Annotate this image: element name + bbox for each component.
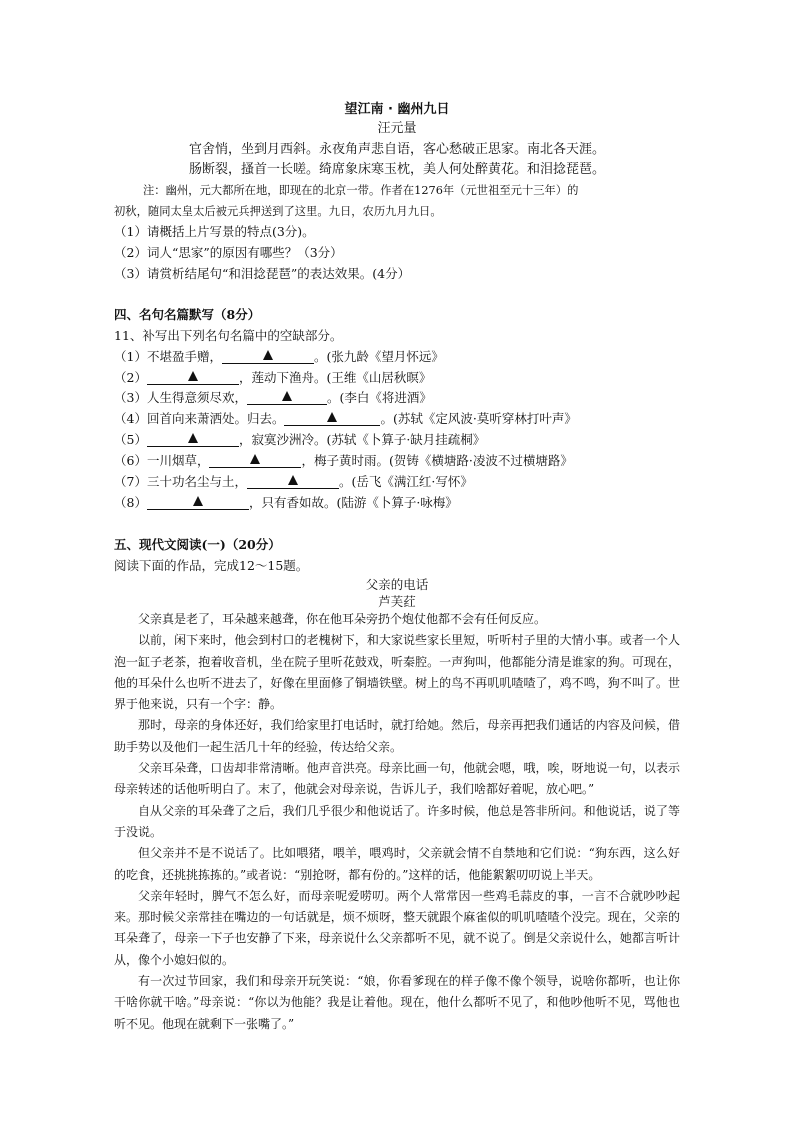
answer-blank[interactable] [147, 495, 249, 510]
item-text-before: 不堪盈手赠， [146, 349, 222, 364]
item-number: （2） [114, 370, 147, 385]
answer-blank[interactable] [147, 370, 239, 385]
triangle-marker-icon [193, 496, 203, 506]
recitation-item [114, 390, 432, 406]
answer-blank[interactable] [284, 411, 380, 426]
recitation-item [114, 411, 577, 427]
article-paragraph: 自从父亲的耳朵聋了之后，我们几乎很少和他说话了。许多时候，他总是答非所问。和他说话，说了等于没说。 [114, 803, 680, 839]
triangle-marker-icon [188, 371, 198, 381]
recitation-item [114, 495, 458, 511]
article-paragraph: 那时，母亲的身体还好，我们给家里打电话时，就打给她。然后，母亲再把我们通话的内容及问候，借助手势以及他们一起生活几十年的经验，传达给父亲。 [114, 718, 680, 754]
item-number: （7） [114, 474, 147, 489]
answer-blank[interactable] [209, 453, 301, 468]
article-paragraph: 以前，闲下来时，他会到村口的老槐树下，和大家说些家长里短，听听村子里的大情小事。或者一个人泡一缸子老茶，抱着收音机，坐在院子里听花鼓戏，听秦腔。一声狗叫，他都能分清是谁家的狗。可现在，他的耳朵什么也听不进去了，好像在里面修了铜墙铁壁。树上的鸟不再叽叽喳喳了，鸡不鸣，狗不叫了。世界于他来说，只有一个字：静。 [114, 633, 680, 712]
item-text-after: 。(岳飞《满江红·写怀》 [338, 474, 473, 489]
item-text-after: ，只有香如故。(陆游《卜算子·咏梅》 [248, 495, 458, 510]
recitation-item [114, 370, 431, 386]
article-paragraph: 但父亲并不是不说话了。比如喂猪，喂羊，喂鸡时，父亲就会情不自禁地和它们说：“狗东西，这么好的吃食，还挑挑拣拣的。”或者说：“别抢呀，都有份的。”这样的话，他能絮絮叨叨说上半天。 [114, 846, 680, 882]
item-number: （1） [114, 349, 147, 364]
triangle-marker-icon [250, 454, 260, 464]
item-text-before: 三十功名尘与土， [146, 474, 247, 489]
triangle-marker-icon [263, 350, 273, 360]
recitation-item [114, 432, 485, 448]
poem-question [114, 224, 315, 240]
answer-blank[interactable] [222, 349, 314, 364]
item-text-after: 。(张九龄《望月怀远》 [313, 349, 444, 364]
recitation-item [114, 474, 473, 490]
poem-note: 注：幽州，元大都所在地，即现在的北京一带。作者在1276年（元世祖至元十三年）的 [143, 184, 579, 197]
poem-note: 初秋，随同太皇太后被元兵押送到了这里。九日，农历九月九日。 [114, 205, 442, 218]
poem-author: 汪元量 [377, 121, 417, 136]
item-text-before: 回首向来萧洒处。归去。 [146, 411, 285, 426]
question-text: 词人“思家”的原因有哪些？（3分） [146, 245, 343, 260]
article-author: 芦芙荭 [378, 594, 416, 609]
recitation-item [114, 349, 444, 365]
section-heading: 四、名句名篇默写（8分） [114, 307, 261, 322]
question-text: 请赏析结尾句“和泪捻琵琶”的表达效果。(4分） [146, 266, 411, 281]
article-title: 父亲的电话 [365, 577, 429, 592]
item-number: （3） [114, 390, 147, 405]
poem-title: 望江南 · 幽州九日 [344, 102, 450, 117]
item-text-before: 一川烟草， [146, 453, 210, 468]
article-body [0, 609, 794, 1035]
poem-line: 官舍悄，坐到月西斜。永夜角声悲自语，客心愁破正思家。南北各天涯。 [188, 142, 605, 157]
item-number: （6） [114, 453, 147, 468]
item-text-after: 。(李白《将进酒》 [326, 390, 432, 405]
triangle-marker-icon [288, 475, 298, 485]
article-paragraph: 父亲年轻时，脾气不怎么好，而母亲呢爱唠叨。两个人常常因一些鸡毛蒜皮的事，一言不合就吵吵起来。那时候父亲常挂在嘴边的一句话就是，烦不烦呀，整天就跟个麻雀似的叽叽喳喳个没完。现在，父亲的耳朵聋了，母亲一下子也安静了下来，母亲说什么父亲都听不见，就不说了。倒是父亲说什么，她都言听计从，像个小媳妇似的。 [114, 888, 680, 967]
triangle-marker-icon [327, 412, 337, 422]
item-text-after: ，梅子黄时雨。(贺铸《横塘路·凌波不过横塘路》 [301, 453, 573, 468]
answer-blank[interactable] [247, 390, 327, 405]
question-number: （2） [114, 245, 147, 260]
triangle-marker-icon [188, 433, 198, 443]
answer-blank[interactable] [247, 474, 339, 489]
poem-question [114, 266, 410, 282]
article-paragraph: 父亲真是老了，耳朵越来越聋，你在他耳朵旁扔个炮仗他都不会有任何反应。 [138, 612, 547, 626]
item-text-after: ，莲动下渔舟。(王维《山居秋暝》 [238, 370, 432, 385]
item-text-after: ，寂寞沙洲冷。(苏轼《卜算子·缺月挂疏桐》 [238, 432, 486, 447]
answer-blank[interactable] [147, 432, 239, 447]
recitation-item [114, 453, 573, 469]
item-text-before: 人生得意须尽欢， [146, 390, 247, 405]
section-heading: 五、现代文阅读(一)（20分） [114, 537, 281, 552]
article-paragraph: 父亲耳朵聋，口齿却非常清晰。他声音洪亮。母亲比画一句，他就会嗯，哦，唉，呀地说一句，以表示母亲转述的话他听明白了。末了，他就会对母亲说，告诉儿子，我们啥都好着呢，放心吧。” [114, 761, 680, 797]
poem-line: 肠断裂，搔首一长嗟。绮席象床寒玉枕，美人何处醉黄花。和泪捻琵琶。 [188, 162, 605, 177]
triangle-marker-icon [282, 391, 292, 401]
item-number: （8） [114, 495, 147, 510]
question-number: （1） [114, 224, 147, 239]
article-paragraph: 有一次过节回家，我们和母亲开玩笑说：“娘，你看爹现在的样子像不像个领导，说啥你都听，也让你干啥你就干啥。”母亲说：“你以为他能？我是让着他。现在，他什么都听不见了，和他吵他听不见，骂他也听不见。他现在就剩下一张嘴了。” [114, 974, 680, 1031]
question-number: （3） [114, 266, 147, 281]
item-text-after: 。(苏轼《定风波·莫听穿林打叶声》 [380, 411, 577, 426]
section-instruction: 11、补写出下列名句名篇中的空缺部分。 [114, 328, 343, 343]
item-number: （4） [114, 411, 147, 426]
question-text: 请概括上片写景的特点(3分)。 [146, 224, 315, 239]
poem-question [114, 245, 343, 261]
section-instruction: 阅读下面的作品，完成12～15题。 [114, 558, 309, 573]
item-number: （5） [114, 432, 147, 447]
